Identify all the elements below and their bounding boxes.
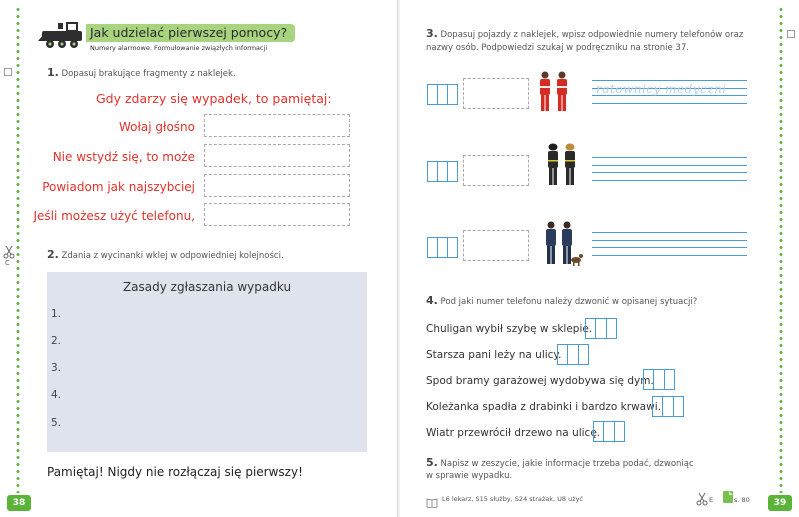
task1-number: 1.: [47, 66, 59, 79]
panel-item-2: 2.: [51, 335, 62, 347]
lesson-title: Jak udzielać pierwszej pomocy?: [86, 24, 295, 42]
phone-box-situation-3[interactable]: [643, 369, 675, 390]
task5-number: 5.: [426, 456, 438, 469]
task2-number: 2.: [47, 248, 59, 261]
write-lines-row1[interactable]: [592, 80, 747, 106]
phone-box-row1[interactable]: [427, 84, 458, 105]
situation-3: Spod bramy garażowej wydobywa się dym.: [426, 375, 654, 387]
task1-item-3: Powiadom jak najszybciej: [42, 180, 195, 194]
phone-box-situation-4[interactable]: [652, 396, 684, 417]
vehicle-sticker-slot-2[interactable]: [463, 155, 529, 186]
footer-cutout-letter: E: [709, 496, 714, 504]
footer-word-refs: L6 lekarz, S15 służby, S24 strażak, U8 użyć: [442, 495, 584, 503]
margin-letter: C: [5, 259, 10, 267]
vehicle-sticker-slot-3[interactable]: [463, 230, 529, 261]
phone-box-row3[interactable]: [427, 237, 458, 258]
task2-instruction: 2. Zdania z wycinanki wklej w odpowiedniej kolejności.: [47, 248, 284, 261]
footer-page-ref: s. 80: [734, 496, 750, 504]
phone-box-situation-5[interactable]: [593, 421, 625, 442]
panel-item-5: 5.: [51, 417, 62, 429]
page-number-right: 39: [768, 495, 792, 511]
footer-note: Pamiętaj! Nigdy nie rozłączaj się pierwszy!: [47, 465, 303, 479]
left-page: [0, 0, 398, 517]
sticker-slot-3[interactable]: [204, 174, 350, 197]
situation-4: Koleżanka spadła z drabinki i bardzo krwawi.: [426, 401, 661, 413]
handwriting-sample: ratownicy medyczni: [596, 82, 727, 96]
page-number-left: 38: [7, 495, 31, 511]
situation-5: Wiatr przewrócił drzewo na ulicę.: [426, 427, 601, 439]
left-dot-border: [16, 6, 20, 493]
margin-checkbox-right[interactable]: [787, 30, 795, 38]
task3-number: 3.: [426, 27, 438, 40]
phone-box-situation-2[interactable]: [557, 344, 589, 365]
train-icon: [36, 21, 88, 53]
task5-instruction: 5. Napisz w zeszycie, jakie informacje trzeba podać, dzwoniąc w sprawie wypadku.: [426, 456, 694, 481]
lesson-subtitle: Numery alarmowe. Formułowanie związłych informacji: [90, 44, 268, 52]
task4-number: 4.: [426, 294, 438, 307]
phone-box-row2[interactable]: [427, 161, 458, 182]
paramedics-icon: [534, 70, 574, 118]
task1-item-2: Nie wstydź się, to może: [52, 150, 195, 164]
sticker-slot-1[interactable]: [204, 114, 350, 137]
paste-panel[interactable]: [47, 272, 367, 452]
panel-title: Zasady zgłaszania wypadku: [122, 280, 292, 294]
sticker-icon: [722, 489, 734, 508]
sticker-slot-2[interactable]: [204, 144, 350, 167]
situation-2: Starsza pani leży na ulicy.: [426, 349, 562, 361]
task3-instruction: 3. Dopasuj pojazdy z naklejek, wpisz odpowiednie numery telefonów oraz nazwy osób. Podpowiedzi szukaj w podręczniku na stronie 37.: [426, 27, 744, 53]
situation-1: Chuligan wybił szybę w sklepie.: [426, 323, 593, 335]
right-dot-border: [779, 6, 783, 493]
task1-item-1: Wołaj głośno: [119, 120, 195, 134]
task1-heading: Gdy zdarzy się wypadek, to pamiętaj:: [96, 91, 332, 106]
panel-item-4: 4.: [51, 389, 62, 401]
margin-checkbox[interactable]: [4, 68, 12, 76]
scissors-icon-footer: [696, 491, 708, 510]
task4-instruction: 4. Pod jaki numer telefonu należy dzwonić w opisanej sytuacji?: [426, 294, 698, 307]
write-lines-row3[interactable]: [592, 232, 747, 258]
task1-item-4: Jeśli możesz użyć telefonu,: [33, 209, 195, 223]
panel-item-3: 3.: [51, 362, 62, 374]
firefighters-icon: [542, 142, 582, 192]
book-icon: [426, 493, 438, 512]
sticker-slot-4[interactable]: [204, 203, 350, 226]
police-officers-icon: [542, 220, 584, 272]
right-page: [400, 0, 799, 517]
task1-instruction: 1. Dopasuj brakujące fragmenty z naklejek.: [47, 66, 236, 79]
write-lines-row2[interactable]: [592, 157, 747, 183]
vehicle-sticker-slot-1[interactable]: [463, 78, 529, 109]
phone-box-situation-1[interactable]: [585, 318, 617, 339]
panel-item-1: 1.: [51, 308, 62, 320]
